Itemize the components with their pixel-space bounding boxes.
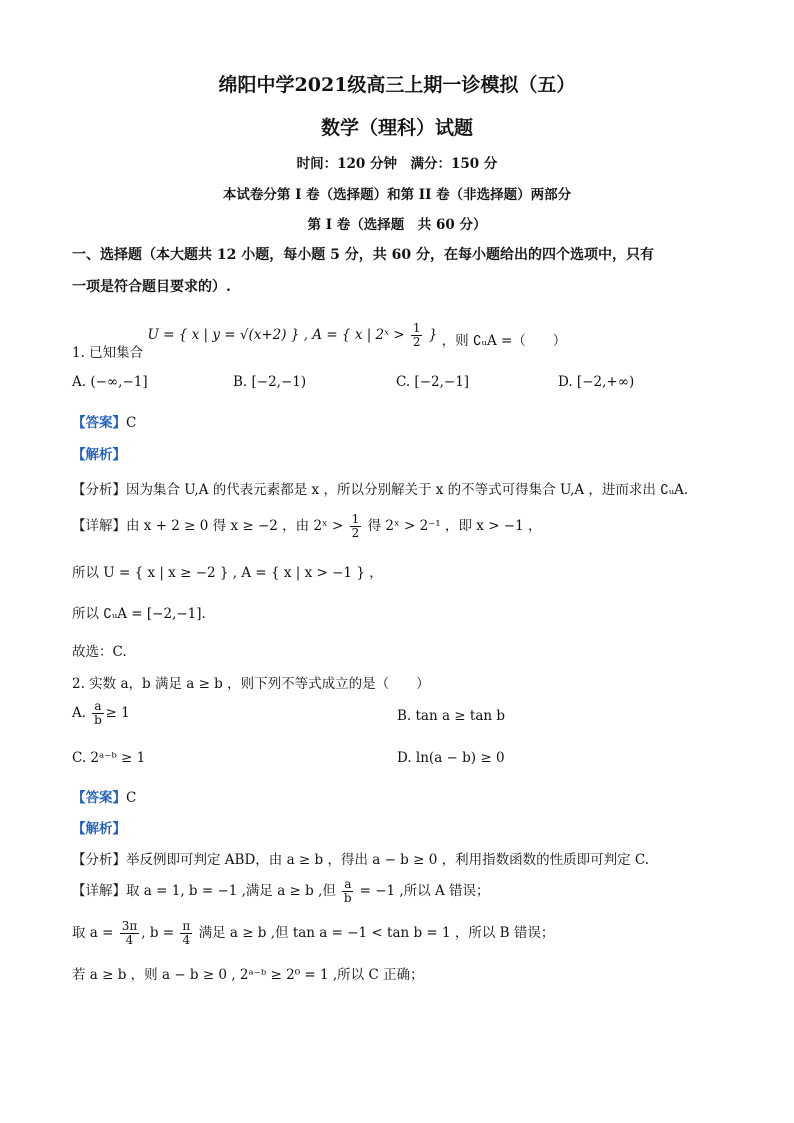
section-heading-line2: 一项是符合题目要求的）. <box>72 279 231 295</box>
volume-one-heading: 第 I 卷（选择题 共 60 分） <box>307 217 487 233</box>
q1-option-a: A. (−∞,−1] <box>72 374 148 390</box>
q2-detail-fraction-pi4: $\frac{\pi}{4}$ <box>182 919 191 947</box>
q1-suffix: ，则 ∁ᵤA =（ ） <box>441 333 567 349</box>
q1-sets: U = { x | y = √(x+2) } , A = { x | 2ˣ > <box>147 327 409 343</box>
q2-detail-2: 取 a = $\frac{3\pi}{4}$ , b = $\frac{\pi}{4}$ 满足 a ≥ b ,但 tan a = −1 < tan b = 1 ，所以 B 错误； <box>72 919 555 947</box>
q2-option-a-fraction: $\frac{a}{b}$ <box>94 699 102 727</box>
q1-option-b: B. [−2,−1) <box>233 374 307 390</box>
q1-detail-fraction: $\frac{1}{2}$ <box>351 512 360 540</box>
q2-option-d: D. ln(a − b) ≥ 0 <box>397 750 505 766</box>
q1-prefix: 1. 已知集合 <box>72 345 144 361</box>
q2-option-b: B. tan a ≥ tan b <box>397 708 506 724</box>
q2-answer: 【答案】C <box>72 790 137 806</box>
q2-stem: 2. 实数 a，b 满足 a ≥ b ，则下列不等式成立的是（ ） <box>72 676 430 692</box>
q2-fenxi: 【分析】举反例即可判定 ABD，由 a ≥ b ，得出 a − b ≥ 0 ，利用指数函数的性质即可判定 C. <box>72 852 650 868</box>
q1-half-fraction: $\frac{1}{2}$ <box>412 321 421 349</box>
time-score: 时间：120 分钟 满分：150 分 <box>296 156 498 172</box>
q2-detail-1: 【详解】取 a = 1, b = −1 ,满足 a ≥ b ,但 $\frac{a}{b}$ = −1 ,所以 A 错误； <box>72 877 490 905</box>
q1-choose: 故选：C. <box>72 644 127 660</box>
q1-fenxi: 【分析】因为集合 U,A 的代表元素都是 x ，所以分别解关于 x 的不等式可得集合 U,A ，进而求出 ∁ᵤA. <box>72 482 689 498</box>
q1-answer: 【答案】C <box>72 415 137 431</box>
exam-subject: 数学（理科）试题 <box>320 117 473 139</box>
q1-so2: 所以 ∁ᵤA = [−2,−1]. <box>72 606 206 622</box>
q2-detail-fraction-3pi4: $\frac{3\pi}{4}$ <box>121 919 138 947</box>
q2-option-a: A. $\frac{a}{b}$ ≥ 1 <box>72 699 130 727</box>
q1-so1: 所以 U = { x | x ≥ −2 } , A = { x | x > −1 } ， <box>72 565 383 581</box>
q1-stem: 1. 已知集合 U = { x | y = √(x+2) } , A = { x | 2ˣ > $\frac{1}{2}$ } ，则 ∁ᵤA =（ ） <box>72 321 567 361</box>
q1-option-c: C. [−2,−1] <box>396 374 470 390</box>
q1-analysis-tag: 【解析】 <box>72 447 126 463</box>
exam-title: 绵阳中学2021级高三上期一诊模拟（五） <box>218 74 576 96</box>
section-heading-line1: 一、选择题（本大题共 12 小题，每小题 5 分，共 60 分，在每小题给出的四个选项中，只有 <box>72 247 654 263</box>
q1-detail: 【详解】由 x + 2 ≥ 0 得 x ≥ −2 ，由 2ˣ > $\frac{1}{2}$ 得 2ˣ > 2⁻¹ ，即 x > −1 ， <box>72 512 542 540</box>
q2-analysis-tag: 【解析】 <box>72 821 126 837</box>
q1-option-d: D. [−2,+∞) <box>558 374 635 390</box>
q2-detail-3: 若 a ≥ b ，则 a − b ≥ 0 , 2ᵃ⁻ᵇ ≥ 2⁰ = 1 ,所以 C 正确； <box>72 967 424 983</box>
q2-option-c: C. 2ᵃ⁻ᵇ ≥ 1 <box>72 750 146 766</box>
paper-structure: 本试卷分第 I 卷（选择题）和第 II 卷（非选择题）两部分 <box>222 187 572 203</box>
q2-detail-fraction: $\frac{a}{b}$ <box>343 877 352 905</box>
